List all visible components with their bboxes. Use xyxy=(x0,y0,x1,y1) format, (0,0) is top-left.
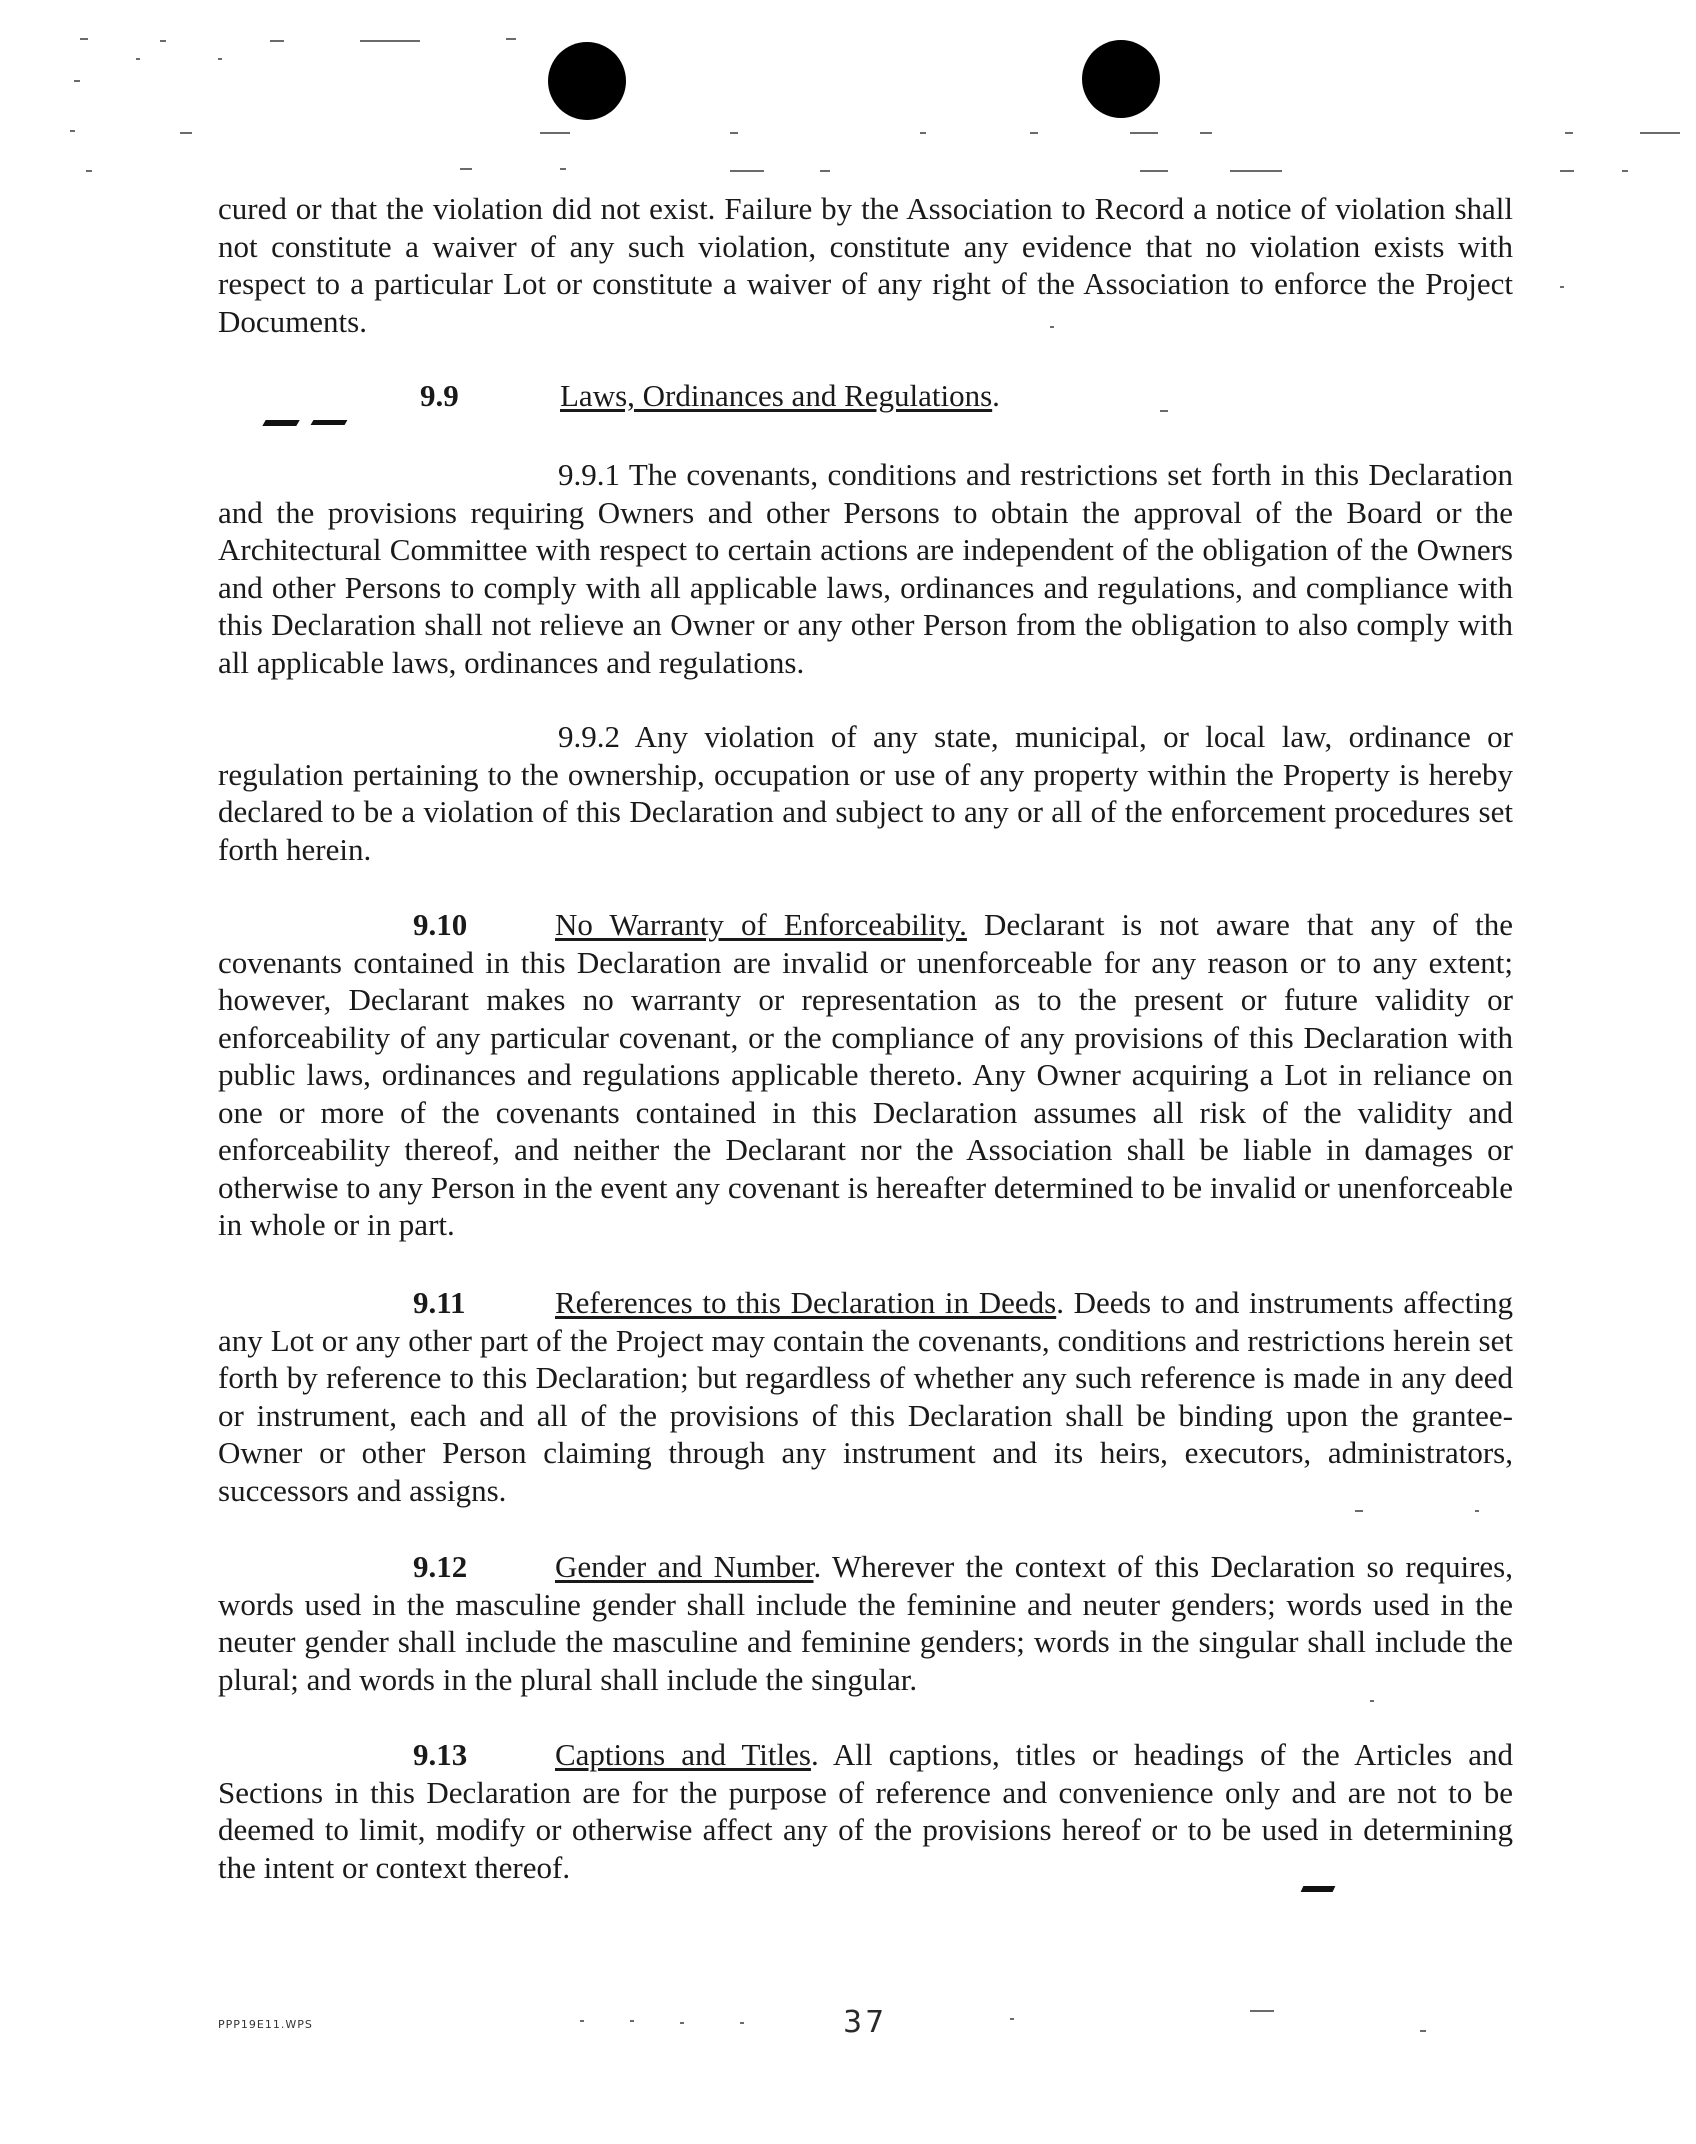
scan-speck xyxy=(1475,1510,1479,1512)
hole-punch-right xyxy=(1082,40,1160,118)
section-number: 9.13 xyxy=(413,1737,468,1772)
scan-speck xyxy=(730,132,738,134)
scan-speck xyxy=(740,2022,744,2024)
scan-speck xyxy=(1560,170,1574,172)
scan-speck xyxy=(560,168,566,170)
scan-speck xyxy=(360,40,420,42)
scan-speck xyxy=(218,58,222,60)
section-title: Captions and Titles xyxy=(555,1737,811,1772)
scan-speck xyxy=(1622,170,1628,172)
scan-speck xyxy=(80,38,88,40)
section-9-10 xyxy=(218,906,1513,1244)
section-title-trail: . xyxy=(992,378,1000,413)
scan-speck xyxy=(1355,1510,1363,1512)
intro-paragraph: cured or that the violation did not exist. Failure by the Association to Record a notice of violation shall not constitute a waiver of any such violation, constitute any evidence that no violation exists with respect to a particular Lot or constitute a waiver of any right of the Association to enforce the Project Documents. xyxy=(218,191,1513,339)
section-title: Laws, Ordinances and Regulations xyxy=(560,378,993,413)
scan-speck xyxy=(180,132,192,134)
document-body xyxy=(218,190,1513,340)
scan-speck xyxy=(506,38,516,40)
scan-speck xyxy=(136,58,140,60)
scan-speck xyxy=(1370,1700,1374,1702)
scan-speck xyxy=(86,170,92,172)
scan-speck xyxy=(680,2022,684,2024)
paragraph-9-10 xyxy=(218,906,1513,1244)
scan-speck xyxy=(630,2020,634,2022)
section-9-9-1 xyxy=(218,456,1513,681)
hole-punch-left xyxy=(548,42,626,120)
scan-speck xyxy=(1250,2010,1274,2012)
section-number: 9.11 xyxy=(413,1285,466,1320)
section-text: . Wherever the context of this Declaration so requires, words used in the masculine gender shall include the feminine and neuter genders; words used in the neuter gender shall include the masculine and feminine genders; words in the singular shall include the plural; and words in the plural shall include the singular. xyxy=(218,1549,1513,1697)
document-file-code: PPP19E11.WPS xyxy=(218,2018,313,2031)
paragraph-9-9-1: 9.9.1 The covenants, conditions and restrictions set forth in this Declaration and the provisions requiring Owners and other Persons to obtain the approval of the Board or the Architectural Committee with respect to certain actions are independent of the obligation of the Owners and other Persons to comply with all applicable laws, ordinances and regulations, and compliance with this Declaration shall not relieve an Owner or any other Person from the obligation to also comply with all applicable laws, ordinances and regulations. xyxy=(218,457,1513,680)
paragraph-9-9-2: 9.9.2 Any violation of any state, municipal, or local law, ordinance or regulation pertaining to the ownership, occupation or use of any property within the Property is hereby declared to be a violation of this Declaration and subject to any or all of the enforcement procedures set forth herein. xyxy=(218,719,1513,867)
section-text: . All captions, titles or headings of the Articles and Sections in this Declaration are for the purpose of reference and convenience only and are not to be deemed to limit, modify or otherwise affect any of the provisions hereof or to be used in determining the intent or context thereof. xyxy=(218,1737,1513,1885)
section-title: References to this Declaration in Deeds xyxy=(555,1285,1057,1320)
margin-arrow-mark xyxy=(1301,1886,1336,1892)
scan-speck xyxy=(920,132,926,134)
scan-speck xyxy=(540,132,570,134)
section-9-12 xyxy=(218,1548,1513,1698)
paragraph-9-12 xyxy=(218,1548,1513,1698)
section-9-11 xyxy=(218,1284,1513,1509)
scan-speck xyxy=(1560,286,1564,288)
section-number: 9.12 xyxy=(413,1549,468,1584)
scan-speck xyxy=(70,130,75,132)
scan-speck xyxy=(460,168,472,170)
scan-speck xyxy=(1160,410,1168,412)
scan-speck xyxy=(1640,132,1680,134)
scan-speck xyxy=(580,2020,584,2022)
scan-speck xyxy=(730,170,764,172)
scan-speck xyxy=(1030,132,1038,134)
section-text: . Deeds to and instruments affecting any Lot or any other part of the Project may contain the covenants, conditions and restrictions herein set forth by reference to this Declaration; but regardless of whether any such reference is made in any deed or instrument, each and all of the provisions of this Declaration shall be binding upon the grantee-Owner or other Person claiming through any instrument and its heirs, executors, administrators, successors and assigns. xyxy=(218,1285,1513,1508)
margin-arrow-mark xyxy=(311,420,348,425)
section-text: Declarant is not aware that any of the covenants contained in this Declaration are invalid or unenforceable for any reason or to any extent; however, Declarant makes no warranty or representation as to the present or future validity or enforceability of any particular covenant, or the compliance of any provisions of this Declaration with public laws, ordinances and regulations applicable thereto. Any Owner acquiring a Lot in reliance on one or more of the covenants contained in this Declaration assumes all risk of the validity and enforceability thereof, and neither the Declarant nor the Association shall be liable in damages or otherwise to any Person in the event any covenant is hereafter determined to be invalid or unenforceable in whole or in part. xyxy=(218,907,1513,1242)
scan-speck xyxy=(1140,170,1168,172)
section-title: No Warranty of Enforceability. xyxy=(555,907,967,942)
scan-speck xyxy=(1010,2018,1014,2020)
section-number: 9.9 xyxy=(420,378,459,413)
section-number: 9.10 xyxy=(413,907,468,942)
section-title: Gender and Number xyxy=(555,1549,814,1584)
paragraph-9-11 xyxy=(218,1284,1513,1509)
paragraph-9-13 xyxy=(218,1736,1513,1886)
section-9-9-heading xyxy=(420,378,1000,414)
scan-speck xyxy=(1230,170,1282,172)
scan-speck xyxy=(74,80,80,82)
section-9-13 xyxy=(218,1736,1513,1886)
scan-speck xyxy=(1130,132,1158,134)
page-number: 37 xyxy=(843,2005,888,2040)
scan-speck xyxy=(1420,2030,1426,2032)
scan-speck xyxy=(1565,132,1573,134)
scan-speck xyxy=(160,40,166,42)
scan-speck xyxy=(820,170,830,172)
scan-speck xyxy=(1200,132,1212,134)
section-9-9-2 xyxy=(218,718,1513,868)
scan-speck xyxy=(270,40,284,42)
margin-arrow-mark xyxy=(262,420,299,426)
